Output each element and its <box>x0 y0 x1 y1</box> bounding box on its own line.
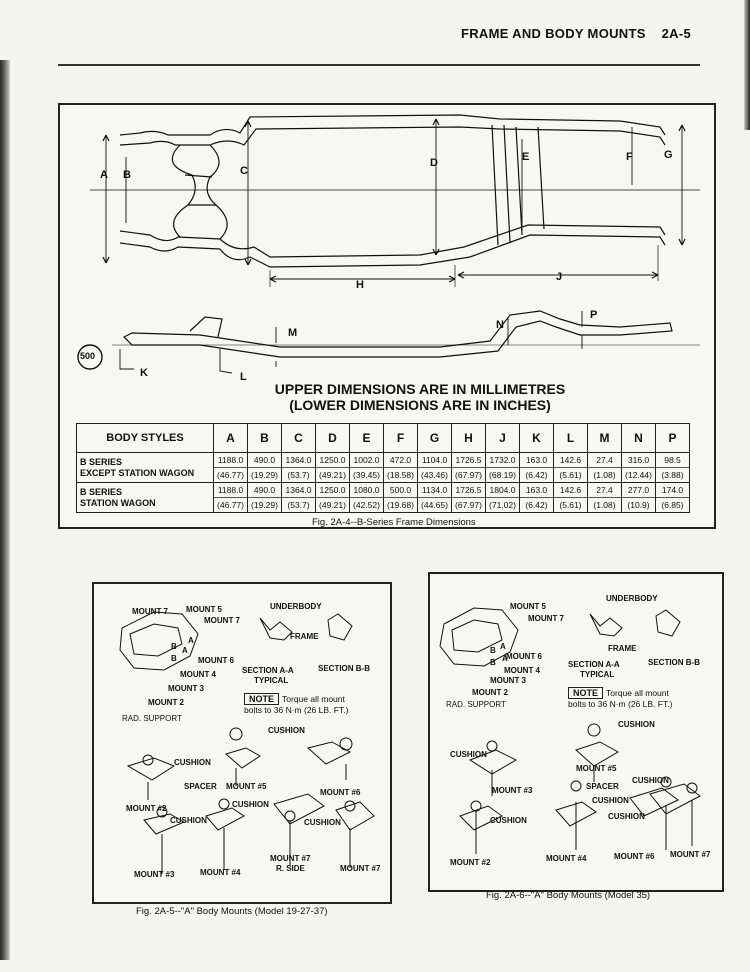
label-b: B <box>171 654 177 663</box>
value-mm: 1188.0 <box>217 485 244 495</box>
value-mm: 1188.0 <box>217 455 244 465</box>
value-in: (49.21) <box>316 467 349 482</box>
torque-note <box>568 688 672 710</box>
row-label-line: B SERIES <box>80 456 123 467</box>
value-mm: 500.0 <box>389 485 412 495</box>
frame-figure-caption: Fig. 2A-4--B-Series Frame Dimensions <box>312 517 476 528</box>
table-row-wagon <box>77 483 690 513</box>
label-mount-7: MOUNT 7 <box>204 616 240 625</box>
note-line-1: Torque all mount <box>282 694 345 704</box>
value-in: (1.08) <box>588 497 621 512</box>
col-header: L <box>554 424 588 453</box>
label-section-b-b: SECTION B-B <box>318 664 370 673</box>
dim-letter-b: B <box>123 169 131 181</box>
label-cushion: CUSHION <box>592 796 629 805</box>
table-cell <box>588 453 622 483</box>
row-label-line: B SERIES <box>80 486 123 497</box>
table-cell <box>350 483 384 513</box>
value-mm: 1002.0 <box>353 455 380 465</box>
table-cell <box>554 453 588 483</box>
table-cell <box>384 483 418 513</box>
label-mount-3: MOUNT 3 <box>168 684 204 693</box>
label-cushion: CUSHION <box>632 776 669 785</box>
table-cell <box>452 483 486 513</box>
dimensions-table <box>76 423 690 513</box>
circle-label-500: 500 <box>80 351 96 361</box>
label-mount-4: MOUNT 4 <box>180 670 216 679</box>
col-header: N <box>622 424 656 453</box>
label-mount-6: MOUNT 6 <box>506 652 542 661</box>
value-mm: 1104.0 <box>421 455 448 465</box>
value-in: (46.77) <box>214 467 247 482</box>
value-mm: 490.0 <box>253 485 276 495</box>
value-mm: 1804.0 <box>489 485 516 495</box>
label-cushion: CUSHION <box>174 758 211 767</box>
table-cell <box>520 483 554 513</box>
label-frame: FRAME <box>608 644 637 653</box>
value-mm: 27.4 <box>596 485 613 495</box>
col-header: K <box>520 424 554 453</box>
table-cell <box>486 483 520 513</box>
dim-letter-h: H <box>356 279 364 291</box>
value-in: (39.45) <box>350 467 383 482</box>
col-header: A <box>214 424 248 453</box>
page-header <box>461 26 691 41</box>
value-mm: 472.0 <box>389 455 412 465</box>
value-in: (6.85) <box>656 497 689 512</box>
label-a: A <box>500 642 506 651</box>
table-cell <box>418 483 452 513</box>
frame-dimensions-figure <box>58 103 716 529</box>
value-mm: 98.5 <box>664 455 681 465</box>
label-mount-6: MOUNT #6 <box>614 852 655 861</box>
table-cell <box>418 453 452 483</box>
value-in: (53.7) <box>282 467 315 482</box>
col-header: B <box>248 424 282 453</box>
value-mm: 277.0 <box>627 485 650 495</box>
table-cell <box>214 453 248 483</box>
value-mm: 142.6 <box>559 485 582 495</box>
value-in: (3.88) <box>656 467 689 482</box>
label-a: A <box>182 646 188 655</box>
label-b: B <box>490 646 496 655</box>
dim-letter-g: G <box>664 149 673 161</box>
table-row-except-wagon <box>77 453 690 483</box>
note-badge: NOTE <box>244 693 279 705</box>
label-mount-3: MOUNT 3 <box>490 676 526 685</box>
value-in: (5.61) <box>554 467 587 482</box>
dim-letter-d: D <box>430 157 438 169</box>
body-mounts-figure-left <box>92 582 392 904</box>
col-header: F <box>384 424 418 453</box>
label-typical: TYPICAL <box>254 676 289 685</box>
value-in: (19.68) <box>384 497 417 512</box>
value-mm: 1364.0 <box>285 485 312 495</box>
label-mount-4: MOUNT #4 <box>200 868 241 877</box>
label-spacer: SPACER <box>586 782 619 791</box>
note-line-1: Torque all mount <box>606 688 669 698</box>
value-in: (19.29) <box>248 467 281 482</box>
left-figure-caption: Fig. 2A-5--"A" Body Mounts (Model 19-27-37) <box>136 906 328 917</box>
table-cell <box>486 453 520 483</box>
table-cell <box>452 453 486 483</box>
col-header: E <box>350 424 384 453</box>
frame-drawing <box>60 105 714 423</box>
label-frame: FRAME <box>290 632 319 641</box>
value-in: (67.97) <box>452 497 485 512</box>
table-cell <box>248 483 282 513</box>
dim-letter-l: L <box>240 371 247 383</box>
value-mm: 163.0 <box>525 455 548 465</box>
label-mount-3: MOUNT #3 <box>492 786 533 795</box>
col-header: D <box>316 424 350 453</box>
label-mount-2: MOUNT #2 <box>450 858 491 867</box>
value-mm: 163.0 <box>525 485 548 495</box>
value-in: (49.21) <box>316 497 349 512</box>
body-mounts-drawing-left <box>94 584 390 902</box>
dim-letter-j: J <box>556 271 563 283</box>
section-title: FRAME AND BODY MOUNTS <box>461 26 646 41</box>
table-cell <box>316 483 350 513</box>
value-in: (1.08) <box>588 467 621 482</box>
table-cell <box>384 453 418 483</box>
dim-letter-p: P <box>590 309 598 321</box>
torque-note <box>244 694 348 716</box>
table-cell <box>282 483 316 513</box>
table-cell <box>656 483 690 513</box>
table-cell <box>282 453 316 483</box>
label-cushion: CUSHION <box>232 800 269 809</box>
label-r-side: R. SIDE <box>276 864 305 873</box>
label-mount-5: MOUNT #5 <box>226 782 267 791</box>
label-mount-2: MOUNT 2 <box>148 698 184 707</box>
label-mount-2: MOUNT 2 <box>472 688 508 697</box>
value-mm: 1726.5 <box>455 485 482 495</box>
col-header: G <box>418 424 452 453</box>
value-in: (6.42) <box>520 467 553 482</box>
row-label <box>77 483 214 513</box>
table-cell <box>622 483 656 513</box>
note-badge: NOTE <box>568 687 603 699</box>
dim-letter-a: A <box>100 169 108 181</box>
label-cushion: CUSHION <box>490 816 527 825</box>
label-cushion: CUSHION <box>170 816 207 825</box>
value-mm: 27.4 <box>596 455 613 465</box>
table-cell <box>656 453 690 483</box>
note-line-2: bolts to 36 N·m (26 LB. FT.) <box>568 699 673 709</box>
table-cell <box>588 483 622 513</box>
value-mm: 316.0 <box>627 455 650 465</box>
value-mm: 1250.0 <box>319 455 346 465</box>
table-header-row <box>77 424 690 453</box>
table-cell <box>622 453 656 483</box>
col-header: H <box>452 424 486 453</box>
label-cushion: CUSHION <box>304 818 341 827</box>
label-mount-5: MOUNT 5 <box>510 602 546 611</box>
label-mount-7: MOUNT #7 <box>340 864 381 873</box>
label-mount-6: MOUNT 6 <box>198 656 234 665</box>
units-line-2: (LOWER DIMENSIONS ARE IN INCHES) <box>289 397 551 413</box>
value-in: (42.52) <box>350 497 383 512</box>
header-rule <box>58 64 700 66</box>
label-section-b-b: SECTION B-B <box>648 658 700 667</box>
label-spacer: SPACER <box>184 782 217 791</box>
value-in: (71.02) <box>486 497 519 512</box>
value-mm: 1726.5 <box>455 455 482 465</box>
col-header: M <box>588 424 622 453</box>
label-cushion: CUSHION <box>618 720 655 729</box>
scan-edge-shadow-right <box>744 0 750 130</box>
value-mm: 490.0 <box>253 455 276 465</box>
label-cushion: CUSHION <box>450 750 487 759</box>
label-rad-support: RAD. SUPPORT <box>446 700 506 709</box>
scan-edge-shadow <box>0 60 10 960</box>
label-mount-5: MOUNT #5 <box>576 764 617 773</box>
value-in: (67.97) <box>452 467 485 482</box>
table-cell <box>350 453 384 483</box>
value-mm: 174.0 <box>661 485 684 495</box>
value-mm: 1134.0 <box>421 485 448 495</box>
value-in: (5.61) <box>554 497 587 512</box>
label-section-a-a: SECTION A-A <box>242 666 294 675</box>
label-mount-7: MOUNT 7 <box>528 614 564 623</box>
label-cushion: CUSHION <box>268 726 305 735</box>
col-header: J <box>486 424 520 453</box>
dim-letter-c: C <box>240 165 248 177</box>
label-rad-support: RAD. SUPPORT <box>122 714 182 723</box>
value-mm: 1364.0 <box>285 455 312 465</box>
value-mm: 1080.0 <box>353 485 380 495</box>
value-in: (44.65) <box>418 497 451 512</box>
value-mm: 142.6 <box>559 455 582 465</box>
row-label-line: STATION WAGON <box>80 497 156 508</box>
label-mount-4: MOUNT #4 <box>546 854 587 863</box>
label-mount-3: MOUNT #3 <box>134 870 175 879</box>
dim-letter-e: E <box>522 151 530 163</box>
label-mount-2: MOUNT #2 <box>126 804 167 813</box>
label-mount-6: MOUNT #6 <box>320 788 361 797</box>
value-in: (10.9) <box>622 497 655 512</box>
label-b: B <box>490 658 496 667</box>
table-cell <box>248 453 282 483</box>
table-cell <box>214 483 248 513</box>
value-in: (46.77) <box>214 497 247 512</box>
table-cell <box>520 453 554 483</box>
dim-letter-n: N <box>496 319 504 331</box>
col-header-body-styles: BODY STYLES <box>77 424 214 453</box>
value-in: (18.58) <box>384 467 417 482</box>
body-mounts-figure-right <box>428 572 724 892</box>
row-label <box>77 453 214 483</box>
row-label-line: EXCEPT STATION WAGON <box>80 467 195 478</box>
label-mount-5: MOUNT 5 <box>186 605 222 614</box>
units-title <box>250 381 590 413</box>
label-mount-7-r: MOUNT #7 <box>270 854 311 863</box>
label-mount-4: MOUNT 4 <box>504 666 540 675</box>
page-number: 2A-5 <box>661 26 692 41</box>
label-a: A <box>502 654 508 663</box>
label-typical: TYPICAL <box>580 670 615 679</box>
col-header: P <box>656 424 690 453</box>
value-mm: 1732.0 <box>489 455 516 465</box>
value-in: (12.44) <box>622 467 655 482</box>
dim-letter-f: F <box>626 151 633 163</box>
label-cushion: CUSHION <box>608 812 645 821</box>
value-in: (68.19) <box>486 467 519 482</box>
table-cell <box>554 483 588 513</box>
table-cell <box>316 453 350 483</box>
value-in: (19.29) <box>248 497 281 512</box>
label-mount-7: MOUNT 7 <box>132 607 168 616</box>
dim-letter-m: M <box>288 327 298 339</box>
value-in: (43.46) <box>418 467 451 482</box>
label-mount-7: MOUNT #7 <box>670 850 711 859</box>
label-underbody: UNDERBODY <box>270 602 322 611</box>
right-figure-caption: Fig. 2A-6--"A" Body Mounts (Model 35) <box>486 890 651 901</box>
value-mm: 1250.0 <box>319 485 346 495</box>
label-a: A <box>188 636 194 645</box>
note-line-2: bolts to 36 N·m (26 LB. FT.) <box>244 705 349 715</box>
dim-letter-k: K <box>140 367 148 379</box>
value-in: (53.7) <box>282 497 315 512</box>
body-mounts-drawing-right <box>430 574 722 890</box>
col-header: C <box>282 424 316 453</box>
value-in: (6.42) <box>520 497 553 512</box>
units-line-1: UPPER DIMENSIONS ARE IN MILLIMETRES <box>274 381 566 397</box>
label-underbody: UNDERBODY <box>606 594 658 603</box>
label-section-a-a: SECTION A-A <box>568 660 620 669</box>
label-b: B <box>171 642 177 651</box>
